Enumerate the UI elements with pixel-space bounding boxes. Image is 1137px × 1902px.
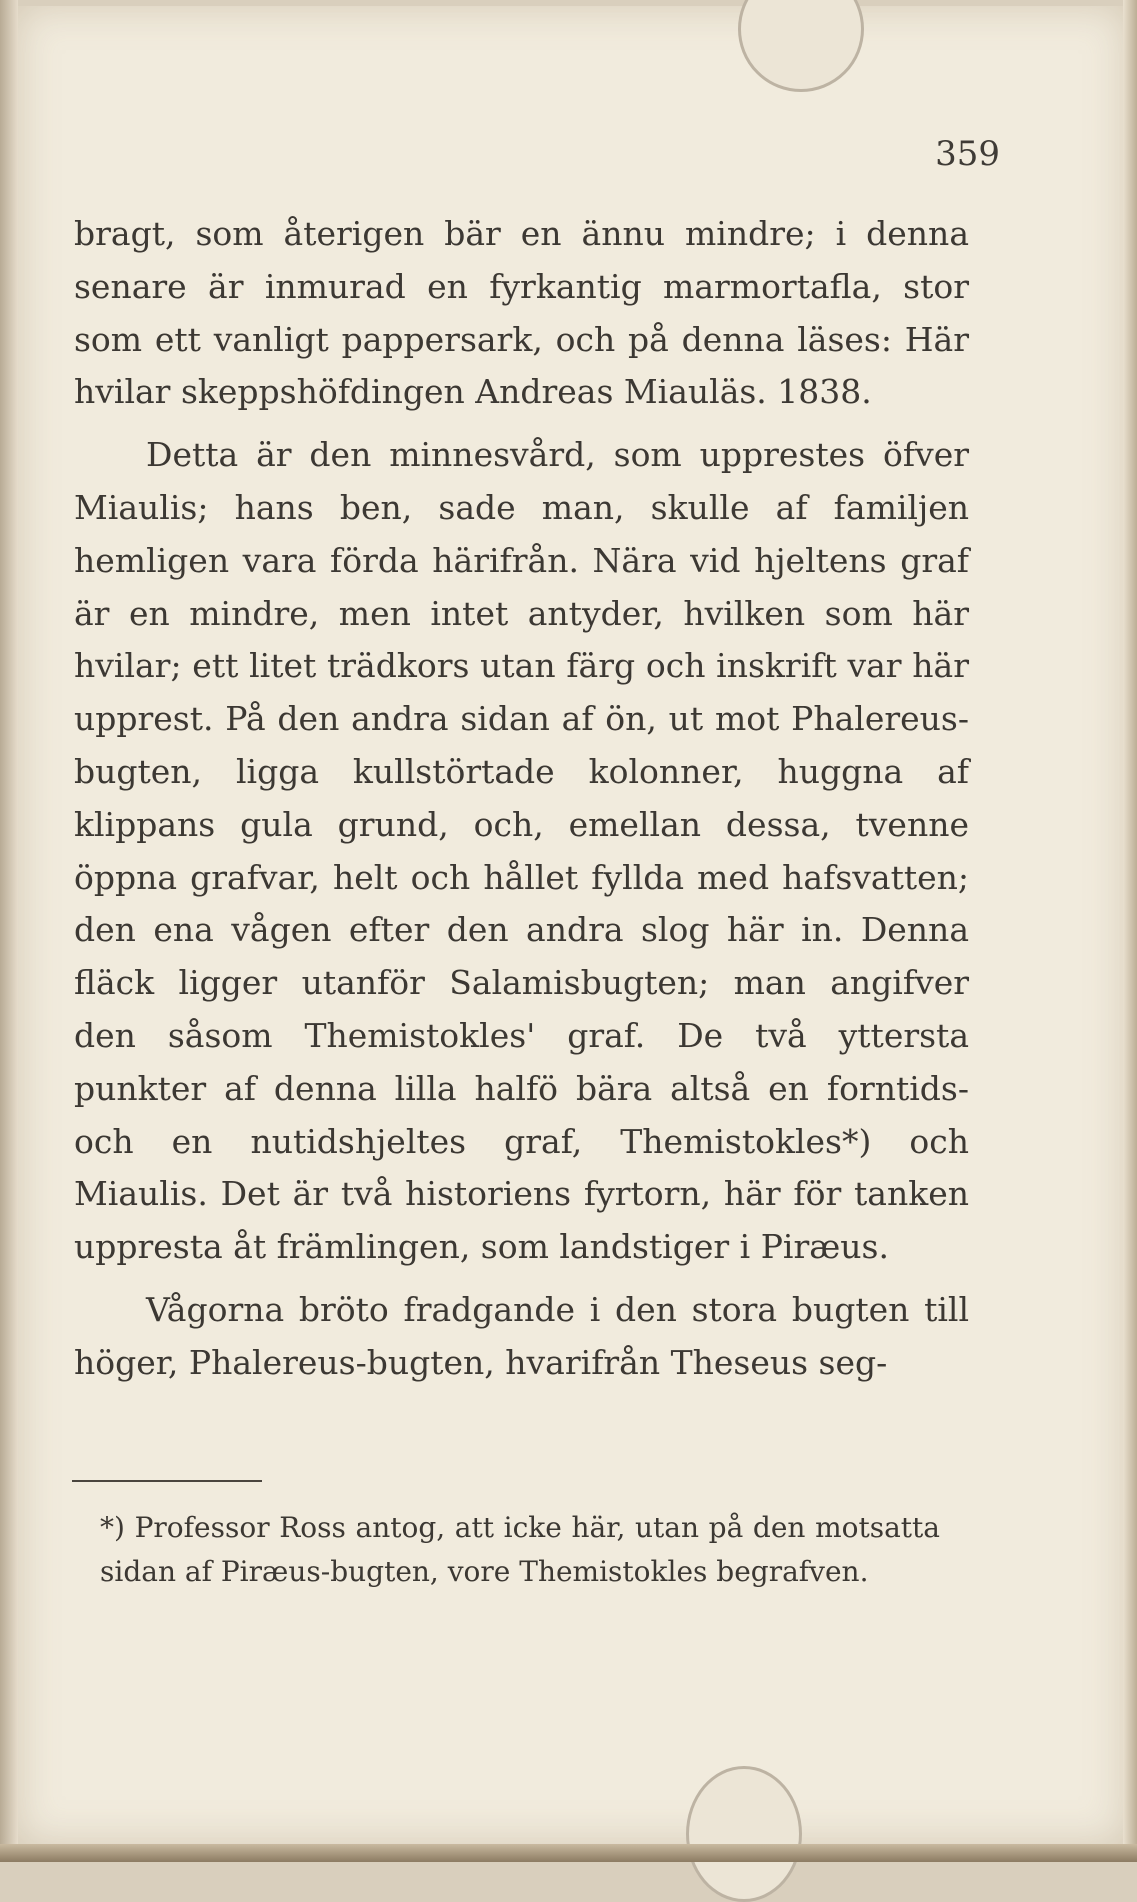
page-edge-right (1123, 0, 1137, 1862)
book-spine-shadow (0, 0, 18, 1862)
body-text (74, 208, 969, 1390)
paragraph-2: Detta är den minnesvård, som upprestes öfver Miaulis; hans ben, sade man, skulle af familjen hemligen vara förda härifrån. Nära vid hjeltens graf är en mindre, men intet antyder, hvilken som här hvilar; ett litet trädkors utan färg och inskrift var här upprest. På den andra sidan af ön, ut mot Phalereus-bugten, ligga kullstörtade kolonner, huggna af klippans gula grund, och, emellan dessa, tvenne öppna grafvar, helt och hållet fyllda med hafsvatten; den ena vågen efter den andra slog här in. Denna fläck ligger utanför Salamisbugten; man angifver den såsom Themistokles' graf. De två yttersta punkter af denna lilla halfö bära altså en forntids- och en nutidshjeltes graf, Themistokles*) och Miaulis. Det är två historiens fyrtorn, här för tanken uppresta åt främlingen, som landstiger i Piræus. (74, 429, 969, 1274)
footnote-text: Professor Ross antog, att icke här, utan på den motsatta sidan af Piræus-bugten, vore Themistokles begrafven. (100, 1511, 940, 1588)
footnote-divider (72, 1480, 262, 1482)
page-hole-bottom (686, 1766, 802, 1902)
footnote (100, 1506, 940, 1594)
paragraph-1: bragt, som återigen bär en ännu mindre; i denna senare är inmurad en fyrkantig marmortafla, stor som ett vanligt pappersark, och på denna läses: Här hvilar skeppshöfdingen Andreas Miauläs. 1838. (74, 208, 969, 419)
page-number: 359 (900, 134, 1000, 174)
footnote-marker: *) (100, 1511, 125, 1544)
page-edge-bottom (0, 1844, 1137, 1862)
page-hole-top (738, 0, 864, 92)
paragraph-3: Vågorna bröto fradgande i den stora bugten till höger, Phalereus-bugten, hvarifrån Theseus seg- (74, 1284, 969, 1390)
